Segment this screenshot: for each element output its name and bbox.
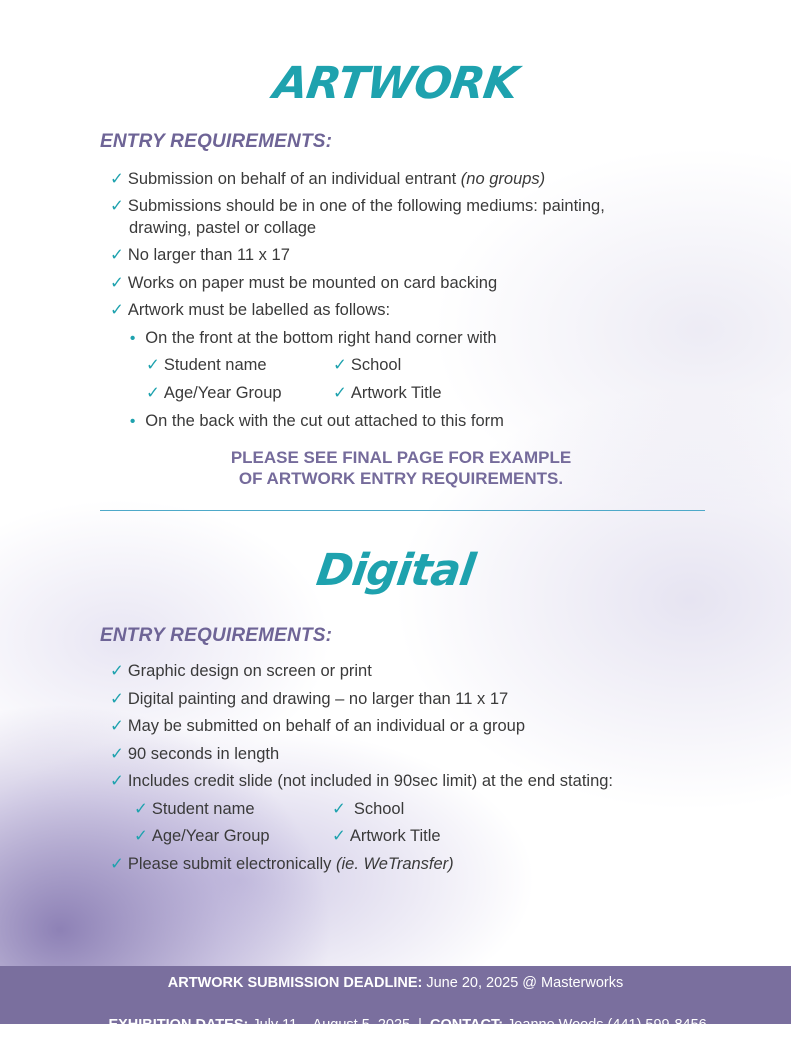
footer-banner bbox=[0, 966, 791, 1033]
section-divider bbox=[100, 510, 705, 511]
check-icon: ✓ bbox=[134, 800, 148, 818]
digital-item-2: ✓ Digital painting and drawing – no larger than 11 x 17 bbox=[110, 690, 509, 708]
artwork-label-age-year: ✓ Age/Year Group bbox=[146, 384, 282, 402]
check-icon: ✓ bbox=[332, 800, 346, 818]
artwork-item-3: ✓ No larger than 11 x 17 bbox=[110, 246, 290, 264]
exhibition-dates-value: July 11 – August 5, 2025 bbox=[248, 1017, 411, 1033]
contact-label: CONTACT: bbox=[430, 1017, 504, 1033]
check-icon: ✓ bbox=[146, 356, 160, 374]
artwork-sub-front: • On the front at the bottom right hand corner with bbox=[130, 329, 497, 347]
check-icon: ✓ bbox=[110, 745, 124, 763]
check-icon: ✓ bbox=[333, 356, 347, 374]
digital-item-6: ✓ Please submit electronically (ie. WeTransfer) bbox=[110, 855, 454, 873]
artwork-item-4: ✓ Works on paper must be mounted on card backing bbox=[110, 274, 498, 292]
exhibition-dates-label: EXHIBITION DATES: bbox=[108, 1017, 249, 1033]
artwork-label-student-name: ✓ Student name bbox=[146, 356, 267, 374]
artwork-item-5: ✓ Artwork must be labelled as follows: bbox=[110, 301, 391, 319]
footer-deadline-line bbox=[0, 973, 791, 994]
check-icon: ✓ bbox=[110, 301, 124, 319]
check-icon: ✓ bbox=[110, 717, 124, 735]
artwork-section-title: ARTWORK bbox=[270, 58, 521, 109]
check-icon: ✓ bbox=[110, 855, 124, 873]
artwork-sub-back: • On the back with the cut out attached to this form bbox=[130, 412, 504, 430]
deadline-label: ARTWORK SUBMISSION DEADLINE: bbox=[167, 975, 423, 991]
digital-item-4: ✓ 90 seconds in length bbox=[110, 745, 280, 763]
artwork-label-school: ✓ School bbox=[333, 356, 402, 374]
check-icon: ✓ bbox=[110, 246, 124, 264]
artwork-item-2-continued: drawing, pastel or collage bbox=[129, 219, 317, 237]
digital-label-school: ✓ School bbox=[332, 800, 405, 818]
check-icon: ✓ bbox=[110, 274, 124, 292]
example-notice-line-1: PLEASE SEE FINAL PAGE FOR EXAMPLE bbox=[230, 448, 572, 467]
artwork-item-2: ✓ Submissions should be in one of the following mediums: painting, bbox=[110, 197, 605, 215]
deadline-value: June 20, 2025 @ Masterworks bbox=[422, 975, 624, 991]
digital-label-artwork-title: ✓ Artwork Title bbox=[332, 827, 441, 845]
digital-label-student-name: ✓ Student name bbox=[134, 800, 255, 818]
footer-dates-contact-line bbox=[0, 994, 791, 1057]
check-icon: ✓ bbox=[333, 384, 347, 402]
digital-item-1: ✓ Graphic design on screen or print bbox=[110, 662, 372, 680]
check-icon: ✓ bbox=[110, 772, 124, 790]
bullet-icon: • bbox=[130, 330, 136, 347]
check-icon: ✓ bbox=[332, 827, 346, 845]
footer-separator: | bbox=[410, 1017, 430, 1033]
check-icon: ✓ bbox=[110, 662, 124, 680]
artwork-requirements-heading: ENTRY REQUIREMENTS: bbox=[100, 131, 333, 152]
contact-value: Joanne Woods (441) 599-8456 bbox=[503, 1017, 707, 1033]
digital-label-age-year: ✓ Age/Year Group bbox=[134, 827, 270, 845]
example-notice bbox=[0, 447, 791, 489]
artwork-label-artwork-title: ✓ Artwork Title bbox=[333, 384, 442, 402]
check-icon: ✓ bbox=[146, 384, 160, 402]
bullet-icon: • bbox=[130, 413, 136, 430]
digital-item-3: ✓ May be submitted on behalf of an individual or a group bbox=[110, 717, 525, 735]
check-icon: ✓ bbox=[110, 170, 124, 188]
check-icon: ✓ bbox=[110, 197, 124, 215]
digital-section-title: Digital bbox=[313, 545, 478, 596]
example-notice-line-2: OF ARTWORK ENTRY REQUIREMENTS. bbox=[238, 469, 564, 488]
digital-item-5: ✓ Includes credit slide (not included in 90sec limit) at the end stating: bbox=[110, 772, 614, 790]
check-icon: ✓ bbox=[110, 690, 124, 708]
digital-requirements-heading: ENTRY REQUIREMENTS: bbox=[100, 625, 333, 646]
check-icon: ✓ bbox=[134, 827, 148, 845]
artwork-item-1: ✓ Submission on behalf of an individual entrant (no groups) bbox=[110, 170, 546, 188]
